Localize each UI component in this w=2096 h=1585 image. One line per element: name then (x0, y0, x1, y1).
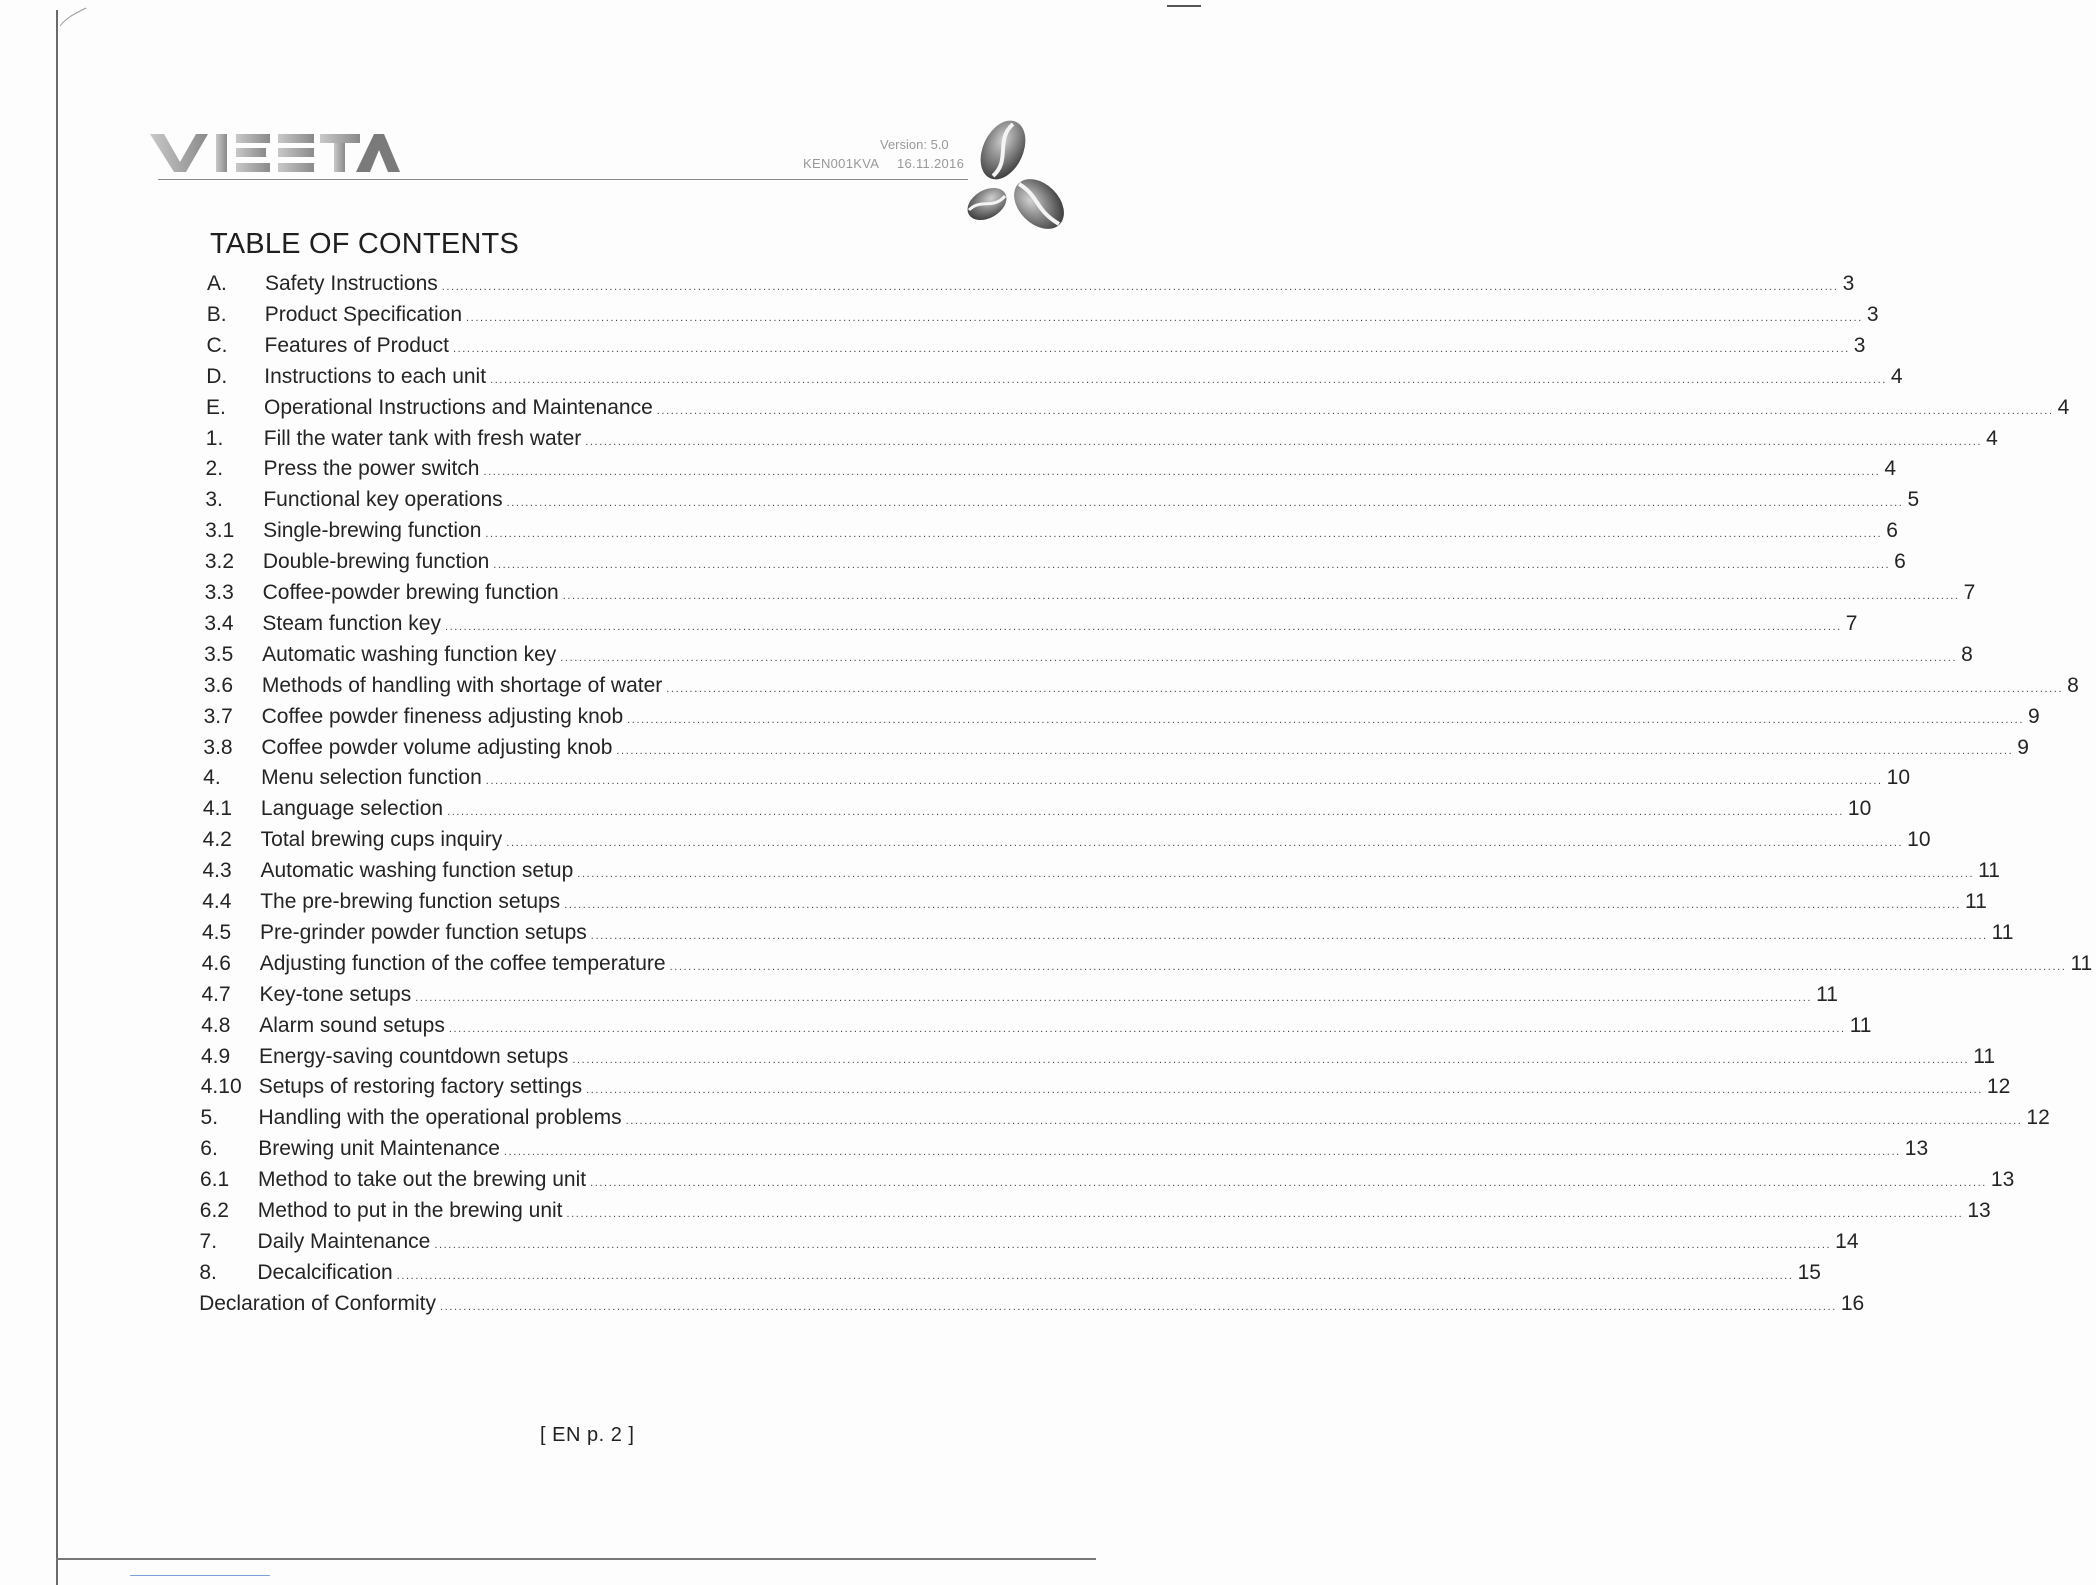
toc-entry-label: Energy-saving countdown setups (259, 1044, 569, 1068)
toc-entry-label: Brewing unit Maintenance (258, 1137, 500, 1161)
toc-entry-label: Press the power switch (263, 457, 480, 481)
toc-entry-page: 11 (1849, 1013, 1872, 1037)
toc-entry-page: 11 (1973, 1044, 1996, 1068)
toc-entry (202, 859, 2000, 890)
toc-entry-page: 3 (1866, 302, 1879, 326)
toc-entry (201, 920, 2014, 952)
toc-entry-number: 6.2 (199, 1199, 229, 1222)
toc-entry (200, 1137, 1929, 1168)
toc-entry (204, 611, 1858, 643)
toc-entry-page: 6 (1894, 550, 1906, 574)
toc-entry-page: 12 (1986, 1075, 2011, 1099)
toc-entry-label: Decalcification (257, 1260, 393, 1284)
toc-entry-page: 12 (2026, 1106, 2050, 1130)
toc-entry-label: Menu selection function (261, 766, 482, 790)
toc-dot-leader: ............................................................................................................................................................................................................................................................................................................ (448, 1022, 1846, 1035)
toc-entry-label: Automatic washing function setup (260, 859, 574, 883)
toc-entry (204, 581, 1976, 612)
toc-entry-number: 6.1 (200, 1168, 230, 1192)
toc-dot-leader: ............................................................................................................................................................................................................................................................................................................ (503, 1146, 1901, 1159)
toc-entry (199, 1260, 1821, 1292)
toc-entry-page: 7 (1845, 611, 1858, 635)
toc-entry (201, 951, 2093, 983)
header-rule (158, 179, 968, 180)
toc-entry-page: 8 (2067, 673, 2079, 697)
toc-entry-label: Coffee-powder brewing function (262, 581, 559, 604)
scan-edge-bottom (56, 1558, 1096, 1560)
toc-dot-leader: ............................................................................................................................................................................................................................................................................................................ (434, 1238, 1832, 1251)
toc-entry (205, 519, 1898, 550)
toc-entry-page: 11 (1965, 890, 1987, 913)
toc-entry-number: E. (206, 395, 226, 419)
toc-entry-number: D. (206, 364, 228, 388)
toc-dot-leader: ............................................................................................................................................................................................................................................................................................................ (506, 497, 1904, 510)
toc-entry-page: 4 (2057, 395, 2070, 419)
brand-logo (150, 128, 400, 176)
toc-dot-leader: ............................................................................................................................................................................................................................................................................................................ (625, 1115, 2023, 1128)
document-code: KEN001KVA (803, 156, 880, 171)
toc-entry (206, 395, 2070, 427)
toc-entry-page: 10 (1847, 797, 1872, 821)
toc-entry-page: 9 (2028, 704, 2040, 728)
toc-entry (200, 1075, 2011, 1106)
toc-entry-label: Declaration of Conformity (199, 1291, 437, 1315)
toc-entry-number: 3. (205, 488, 223, 512)
toc-entry-number: 1. (205, 426, 224, 450)
toc-entry (201, 1044, 1996, 1076)
toc-entry-label: Double-brewing function (262, 550, 490, 574)
toc-entry-number: 5. (200, 1106, 219, 1130)
toc-entry-label: Pre-grinder powder function setups (259, 920, 587, 944)
toc-entry (206, 302, 1879, 334)
toc-entry-number: 4.9 (201, 1044, 231, 1068)
toc-dot-leader: ............................................................................................................................................................................................................................................................................................................ (656, 404, 2054, 417)
toc-entry (207, 272, 1855, 303)
toc-entry-label: Coffee powder fineness adjusting knob (261, 704, 624, 728)
toc-dot-leader: ............................................................................................................................................................................................................................................................................................................ (669, 960, 2067, 973)
toc-entry (206, 364, 1903, 396)
toc-entry (199, 1229, 1859, 1261)
toc-entry-label: Key-tone setups (259, 982, 412, 1006)
toc-dot-leader: ............................................................................................................................................................................................................................................................................................................ (627, 713, 2024, 726)
toc-entry-page: 13 (1904, 1137, 1929, 1161)
toc-entry-page: 4 (1884, 457, 1896, 481)
scan-edge-left (56, 10, 58, 1585)
toc-entry-number: 3.7 (203, 704, 233, 728)
toc-entry (203, 704, 2040, 736)
toc-entry-label: Method to take out the brewing unit (258, 1168, 587, 1192)
toc-entry (200, 1168, 2015, 1199)
toc-dot-leader: ............................................................................................................................................................................................................................................................................................................ (577, 868, 1975, 881)
toc-entry (202, 890, 1987, 921)
toc-entry-number: 3.3 (204, 581, 234, 604)
toc-entry (205, 426, 1998, 458)
toc-entry-number: 7. (199, 1229, 218, 1253)
toc-entry-number: 3.4 (204, 611, 234, 635)
toc-entry-page: 4 (1986, 426, 1998, 450)
toc-entry-page: 10 (1886, 766, 1910, 790)
document-date: 16.11.2016 (897, 156, 965, 171)
toc-dot-leader: ............................................................................................................................................................................................................................................................................................................ (566, 1208, 1964, 1220)
toc-entry-page: 10 (1907, 828, 1931, 852)
toc-title: TABLE OF CONTENTS (210, 228, 520, 260)
toc-entry-page: 8 (1961, 642, 1973, 666)
toc-entry-page: 5 (1907, 488, 1920, 512)
toc-dot-leader: ............................................................................................................................................................................................................................................................................................................ (490, 373, 1887, 386)
toc-dot-leader: ............................................................................................................................................................................................................................................................................................................ (447, 806, 1844, 819)
scan-edge-blue (130, 1575, 270, 1576)
toc-entry (199, 1291, 1865, 1323)
toc-entry (203, 766, 1910, 797)
toc-dot-leader: ............................................................................................................................................................................................................................................................................................................ (444, 620, 1842, 633)
toc-dot-leader: ............................................................................................................................................................................................................................................................................................................ (562, 590, 1960, 602)
toc-entry (204, 550, 1906, 581)
toc-entry-page: 14 (1835, 1229, 1859, 1253)
toc-entry-number: 4.1 (202, 797, 233, 821)
toc-entry-page: 13 (1990, 1168, 2015, 1192)
toc-dot-leader: ............................................................................................................................................................................................................................................................................................................ (572, 1053, 1970, 1066)
toc-entry-number: 6. (200, 1137, 218, 1161)
page-number: [ EN p. 2 ] (540, 1424, 635, 1446)
toc-entry-number: 4.7 (201, 982, 231, 1006)
toc-entry-number: 3.2 (204, 550, 235, 574)
toc-entry-number: 8. (199, 1260, 217, 1284)
toc-entry-label: Alarm sound setups (259, 1013, 445, 1037)
toc-entry-label: Adjusting function of the coffee temperature (259, 951, 666, 975)
toc-entry-page: 9 (2017, 735, 2029, 759)
toc-entry-label: Safety Instructions (265, 272, 438, 295)
toc-dot-leader: ............................................................................................................................................................................................................................................................................................................ (590, 1177, 1987, 1190)
toc-entry-label: Product Specification (264, 302, 463, 326)
toc-entry (204, 642, 1973, 674)
toc-dot-leader: ............................................................................................................................................................................................................................................................................................................ (506, 837, 1904, 850)
toc-entry-label: Instructions to each unit (264, 364, 487, 388)
toc-entry-page: 6 (1886, 519, 1898, 543)
toc-entry (201, 1013, 1872, 1045)
toc-dot-leader: ............................................................................................................................................................................................................................................................................................................ (441, 281, 1839, 293)
toc-entry-label: Coffee powder volume adjusting knob (261, 735, 613, 759)
toc-entry-page: 13 (1967, 1199, 1991, 1222)
scan-edge-top-right (1167, 5, 1201, 7)
toc-entry (203, 735, 2029, 767)
toc-entry-label: Language selection (260, 797, 444, 821)
toc-dot-leader: ............................................................................................................................................................................................................................................................................................................ (564, 899, 1962, 911)
toc-entry-number: 4.5 (201, 920, 232, 944)
toc-entry-label: Method to put in the brewing unit (257, 1199, 563, 1222)
document-version: Version: 5.0 (880, 137, 949, 152)
toc-entry-number: 4.6 (201, 951, 231, 975)
toc-entry-number: B. (206, 302, 227, 326)
toc-entry-label: The pre-brewing function setups (260, 890, 561, 913)
toc-entry-number: 3.8 (203, 735, 233, 759)
toc-entry-label: Steam function key (262, 611, 441, 635)
toc-entry-number: 3.1 (205, 519, 235, 543)
toc-entry-label: Total brewing cups inquiry (260, 828, 503, 852)
toc-entry-page: 11 (1978, 859, 2000, 883)
toc-entry-page: 11 (1816, 982, 1838, 1006)
toc-dot-leader: ............................................................................................................................................................................................................................................................................................................ (586, 1084, 1983, 1097)
toc-entry-number: 4. (203, 766, 221, 790)
toc-entry-number: 4.4 (202, 890, 232, 913)
toc-dot-leader: ............................................................................................................................................................................................................................................................................................................ (590, 929, 1988, 942)
toc-entry (202, 797, 1872, 828)
toc-entry-number: 4.2 (202, 828, 232, 852)
toc-dot-leader: ............................................................................................................................................................................................................................................................................................................ (485, 528, 1883, 541)
toc-dot-leader: ............................................................................................................................................................................................................................................................................................................ (466, 311, 1863, 324)
toc-entry-label: Handling with the operational problems (258, 1106, 622, 1130)
toc-entry-page: 7 (1963, 581, 1976, 604)
toc-dot-leader: ............................................................................................................................................................................................................................................................................................................ (396, 1269, 1794, 1282)
toc-entry (199, 1199, 1991, 1230)
toc-entry-number: 4.3 (202, 859, 232, 883)
toc-entry-page: 11 (2070, 951, 2093, 975)
coffee-beans-icon (955, 110, 1075, 235)
toc-entry (205, 457, 1896, 488)
toc-entry-page: 3 (1842, 272, 1855, 295)
toc-entry-page: 16 (1840, 1291, 1865, 1315)
toc-dot-leader: ............................................................................................................................................................................................................................................................................................................ (485, 775, 1883, 788)
toc-entry-number: 2. (205, 457, 224, 481)
toc-entry-label: Operational Instructions and Maintenance (264, 395, 653, 419)
toc-entry-number: A. (207, 272, 227, 295)
toc-entry-number: 3.5 (204, 642, 234, 666)
scan-corner-mark (58, 6, 88, 28)
toc-entry (205, 488, 1920, 519)
toc-dot-leader: ............................................................................................................................................................................................................................................................................................................ (493, 559, 1891, 572)
toc-entry (201, 982, 1838, 1014)
toc-entry-number: 4.10 (200, 1075, 242, 1099)
toc-entry-label: Fill the water tank with fresh water (263, 426, 582, 450)
toc-entry (206, 333, 1866, 365)
toc-entry-label: Setups of restoring factory settings (258, 1075, 583, 1099)
toc-dot-leader: ............................................................................................................................................................................................................................................................................................................ (452, 342, 1850, 355)
toc-entry-label: Methods of handling with shortage of water (261, 673, 663, 697)
toc-entry (203, 673, 2079, 705)
toc-dot-leader: ............................................................................................................................................................................................................................................................................................................ (483, 466, 1881, 479)
toc-dot-leader: ............................................................................................................................................................................................................................................................................................................ (415, 991, 1813, 1004)
toc-entry-page: 15 (1797, 1260, 1821, 1284)
toc-entry-label: Functional key operations (263, 488, 503, 512)
toc-entry-label: Single-brewing function (263, 519, 482, 543)
toc-entry-number: 3.6 (203, 673, 234, 697)
toc-entry-label: Automatic washing function key (262, 642, 557, 666)
toc-entry-number: 4.8 (201, 1013, 231, 1037)
toc-dot-leader: ............................................................................................................................................................................................................................................................................................................ (666, 682, 2064, 695)
toc-dot-leader: ............................................................................................................................................................................................................................................................................................................ (585, 435, 1983, 448)
toc-dot-leader: ............................................................................................................................................................................................................................................................................................................ (560, 651, 1958, 664)
toc-entry (200, 1106, 2050, 1137)
toc-entry-label: Features of Product (264, 333, 449, 357)
toc-dot-leader: ............................................................................................................................................................................................................................................................................................................ (616, 744, 2014, 757)
toc-entry-page: 3 (1853, 333, 1866, 357)
toc-entry (202, 828, 1931, 859)
toc-entry-page: 4 (1890, 364, 1903, 388)
toc-entry-label: Daily Maintenance (257, 1229, 431, 1253)
toc-entry-number: C. (206, 333, 228, 357)
toc-dot-leader: ............................................................................................................................................................................................................................................................................................................ (440, 1300, 1837, 1313)
toc-entry-page: 11 (1991, 920, 2014, 944)
